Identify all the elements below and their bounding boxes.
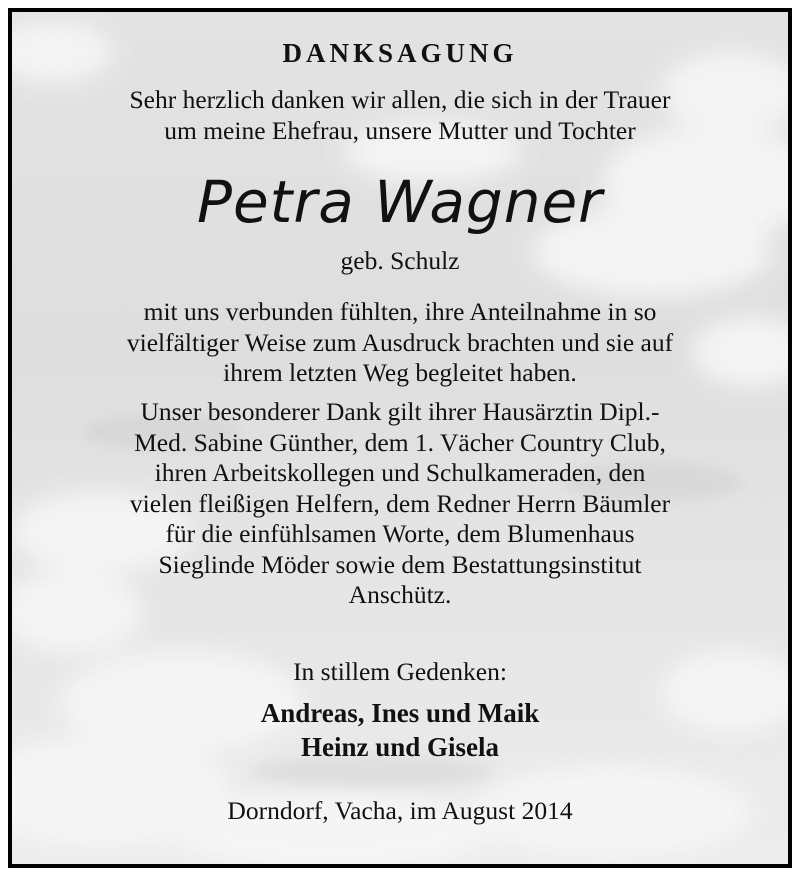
notice-frame <box>8 8 792 868</box>
thanks-paragraph <box>12 397 788 611</box>
intro-paragraph <box>12 85 788 146</box>
text-line: ihrem letzten Weg begleitet haben. <box>223 358 577 387</box>
mourners-list <box>12 696 788 764</box>
body-paragraph <box>12 297 788 389</box>
birth-name: geb. Schulz <box>340 246 460 275</box>
mourner-line: Andreas, Ines und Maik <box>260 698 540 728</box>
text-line: mit uns verbunden fühlten, ihre Anteilnahme in so <box>143 297 657 326</box>
text-line: ihren Arbeitskollegen und Schulkameraden, den <box>154 458 646 487</box>
deceased-name <box>12 162 788 252</box>
text-line: vielen fleißigen Helfern, dem Redner Herrn Bäumler <box>129 488 671 518</box>
mourner-line: Heinz und Gisela <box>300 732 500 762</box>
text-line: Unser besonderer Dank gilt ihrer Hausärztin Dipl.- <box>140 397 660 426</box>
text-line: Anschütz. <box>348 580 452 609</box>
notice-content <box>12 12 788 864</box>
notice-heading: DANKSAGUNG <box>282 38 518 68</box>
text-line: vielfältiger Weise zum Ausdruck brachten und sie auf <box>126 327 674 357</box>
deceased-name-text: Petra Wagner <box>196 168 604 236</box>
text-line: um meine Ehefrau, unsere Mutter und Tochter <box>164 115 636 145</box>
text-line: Sehr herzlich danken wir allen, die sich in der Trauer <box>129 85 671 114</box>
place-date: Dorndorf, Vacha, im August 2014 <box>227 796 573 825</box>
closing-line: In stillem Gedenken: <box>293 657 507 686</box>
text-line: Med. Sabine Günther, dem 1. Vächer Country Club, <box>134 427 666 457</box>
text-line: Sieglinde Möder sowie dem Bestattungsinstitut <box>158 549 642 579</box>
text-line: für die einfühlsamen Worte, dem Blumenhaus <box>165 519 635 548</box>
